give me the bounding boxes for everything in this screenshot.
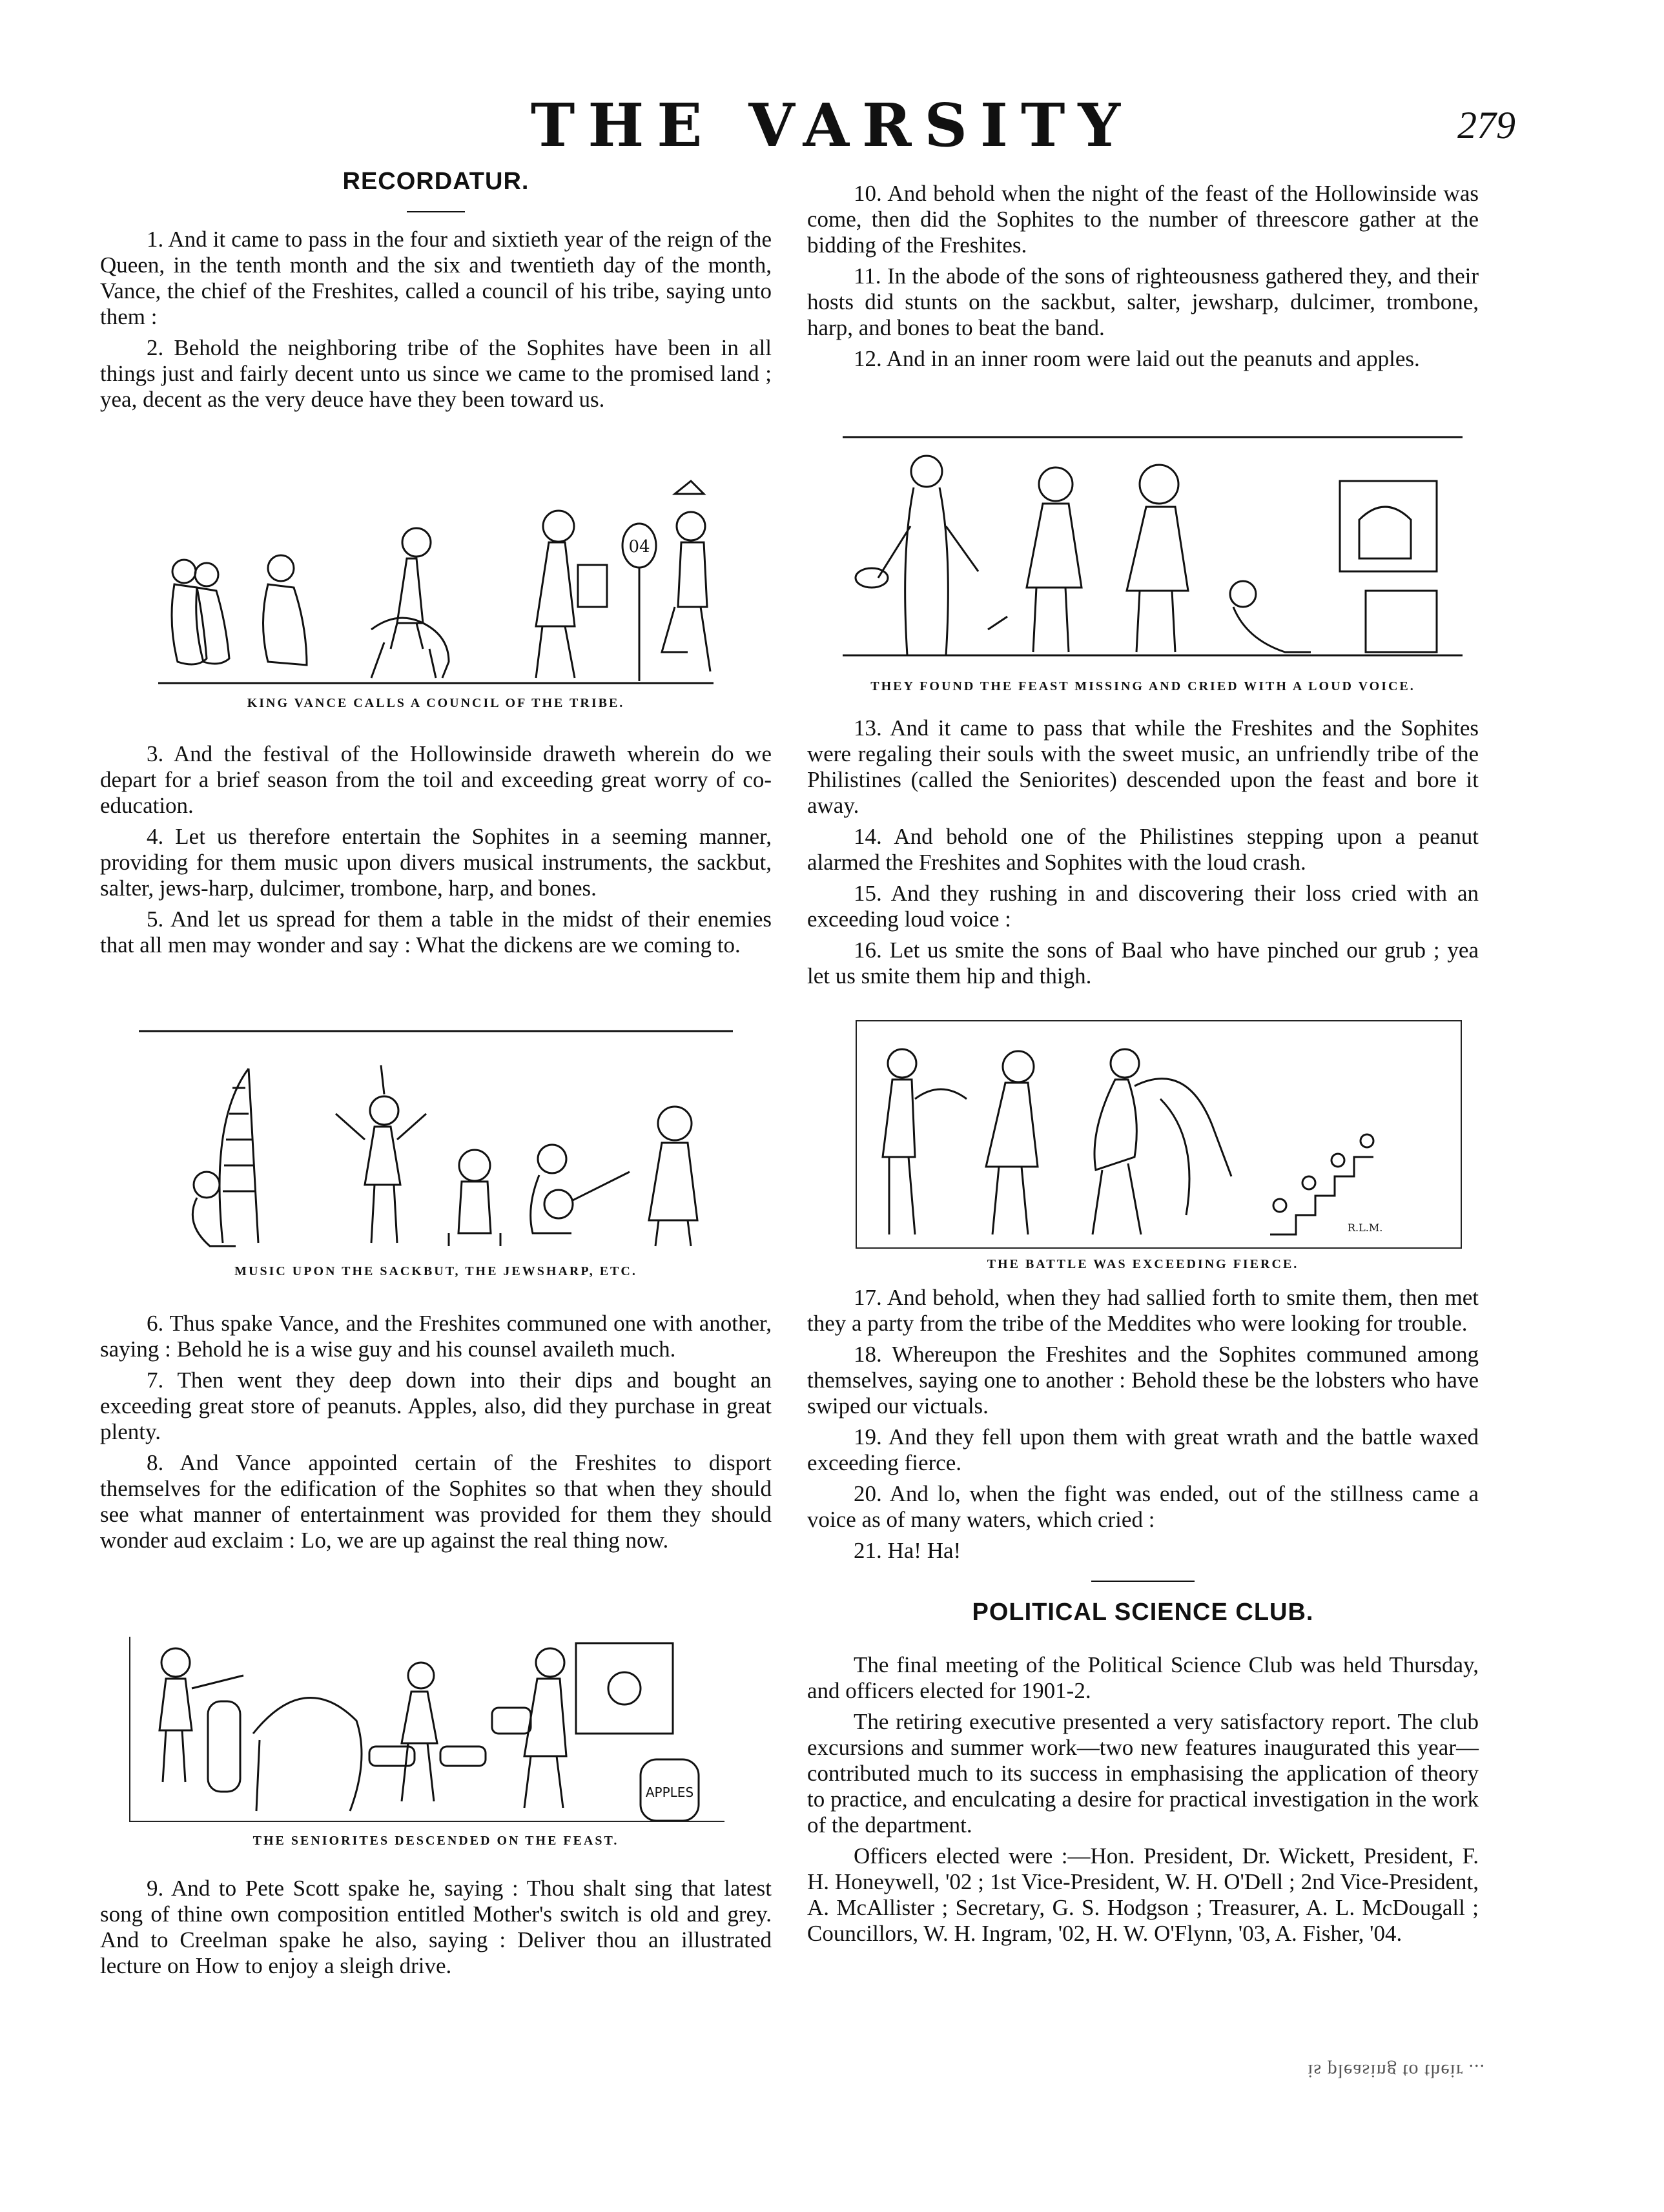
club-paragraph-3: Officers elected were :—Hon. President, Dr. Wickett, President, F. H. Honeywell, '02 ; 1st Vice-President, W. H. O'Dell ; 2nd Vice-President, A. McAllister ; Secretary, G. S. Hodgson ; Treasurer, A. L. McDougall ; Councillors, W. H. Ingram, '02, H. W. O'Flynn, '03, A. Fisher, '04.: [807, 1843, 1479, 1946]
verse-4: 4. Let us therefore entertain the Sophites in a seeming manner, providing for them music upon divers musical instruments, the sackbut, salter, jews-harp, dulcimer, trombone, harp, and bones.: [100, 824, 772, 901]
verse-19: 19. And they fell upon them with great wrath and the battle waxed exceeding fierce.: [807, 1424, 1479, 1475]
verse-6: 6. Thus spake Vance, and the Freshites communed one with another, saying : Behold he is a wise guy and his counsel availeth much.: [100, 1311, 772, 1362]
feast-missing-drawing: [843, 436, 1463, 668]
verse-9: 9. And to Pete Scott spake he, saying : Thou shalt sing that latest song of thine own composition entitled Mother's switch is old and grey. And to Creelman spake he also, saying : Deliver thou an illustrated lecture on How to enjoy a sleigh drive.: [100, 1876, 772, 1978]
left-column: [100, 168, 772, 418]
verse-13: 13. And it came to pass that while the Freshites and the Sophites were regaling their souls with the sweet music, an unfriendly tribe of the Philistines (called the Seniorites) descended upon the feast and bore it away.: [807, 715, 1479, 818]
seniorites-drawing: [130, 1637, 724, 1821]
right-column: [807, 181, 1479, 377]
verse-8: 8. And Vance appointed certain of the Freshites to disport themselves for the edification of the Sophites so that when they should see what manner of entertainment was provided for them they should wonder aud exclaim : Lo, we are up against the real thing now.: [100, 1450, 772, 1553]
verse-5: 5. And let us spread for them a table in the midst of their enemies that all men may wonder and say : What the dickens are we coming to.: [100, 906, 772, 958]
article-title-recordatur: RECORDATUR.: [342, 168, 529, 195]
title-rule: [407, 211, 465, 212]
verse-10: 10. And behold when the night of the feast of the Hollowinside was come, then did the Sophites to the number of threescore gather at the bidding of the Freshites.: [807, 181, 1479, 258]
left-column-continued-2: [100, 1311, 772, 1559]
illustration-feast-missing: [843, 436, 1463, 668]
verse-1: 1. And it came to pass in the four and sixtieth year of the reign of the Queen, in the tenth month and the six and twentieth day of the month, Vance, the chief of the Freshites, called a council of his tribe, saying unto them :: [100, 227, 772, 329]
verse-21: 21. Ha! Ha!: [854, 1538, 961, 1563]
battle-drawing: [857, 1021, 1461, 1247]
right-column-continued-2: [807, 1285, 1479, 1569]
verse-17: 17. And behold, when they had sallied forth to smite them, then met they a party from the tribe of the Meddites who were looking for trouble.: [807, 1285, 1479, 1336]
club-paragraph-1: The final meeting of the Political Science Club was held Thursday, and officers elected for 1901-2.: [807, 1652, 1479, 1703]
club-paragraph-2: The retiring executive presented a very satisfactory report. The club excursions and summer work—two new features inaugurated this year—contributed much to its success in emphasising the application of theory to practice, and enculcating a desire for practical investigation in the work of the department.: [807, 1709, 1479, 1838]
illustration-seniorites: [129, 1637, 724, 1822]
verse-12: 12. And in an inner room were laid out the peanuts and apples.: [854, 346, 1420, 371]
verse-14: 14. And behold one of the Philistines stepping upon a peanut alarmed the Freshites and Sophites with the loud crash.: [807, 824, 1479, 875]
right-column-continued: [807, 715, 1479, 994]
left-column-continued-3: [100, 1876, 772, 1984]
figure-caption-seniorites: THE SENIORITES DESCENDED ON THE FEAST.: [252, 1834, 619, 1848]
verse-7: 7. Then went they deep down into their dips and bought an exceeding great store of peanuts. Apples, also, did they purchase in great plenty.: [100, 1367, 772, 1444]
section-rule: [1091, 1581, 1195, 1582]
verse-18: 18. Whereupon the Freshites and the Sophites communed among themselves, saying one to another : Behold these be the lobsters who have swiped our victuals.: [807, 1342, 1479, 1418]
left-column-continued: [100, 741, 772, 963]
figure-caption-council: KING VANCE CALLS A COUNCIL OF THE TRIBE.: [247, 696, 625, 710]
illustration-music: [139, 1030, 733, 1253]
bleed-through-text: is pleasing to their ...: [1308, 2060, 1485, 2082]
article-title-political-science-club: POLITICAL SCIENCE CLUB.: [972, 1599, 1314, 1626]
political-science-article: [807, 1581, 1479, 1952]
svg-text:04: 04: [628, 537, 650, 557]
verse-11: 11. In the abode of the sons of righteousness gathered they, and their hosts did stunts on the sackbut, salter, jewsharp, dulcimer, trombone, harp, and bones to beat the band.: [807, 263, 1479, 340]
figure-caption-feast-missing: THEY FOUND THE FEAST MISSING AND CRIED WITH A LOUD VOICE.: [870, 679, 1415, 693]
verse-3: 3. And the festival of the Hollowinside draweth wherein do we depart for a brief season from the toil and exceeding great worry of co-education.: [100, 741, 772, 818]
verse-2: 2. Behold the neighboring tribe of the Sophites have been in all things just and fairly decent unto us since we came to the promised land ; yea, decent as the very deuce have they been toward us.: [100, 335, 772, 412]
figure-caption-battle: THE BATTLE WAS EXCEEDING FIERCE.: [987, 1257, 1299, 1271]
verse-20: 20. And lo, when the fight was ended, out of the stillness came a voice as of many waters, which cried :: [807, 1481, 1479, 1532]
artist-signature: R.L.M.: [1348, 1222, 1383, 1234]
apples-barrel-label: APPLES: [645, 1785, 694, 1800]
musicians-drawing: [139, 1030, 733, 1253]
illustration-council: [158, 475, 714, 684]
figure-caption-music: MUSIC UPON THE SACKBUT, THE JEWSHARP, ETC.: [234, 1264, 637, 1278]
page-number: 279: [1457, 104, 1515, 147]
masthead: THE VARSITY: [530, 90, 1134, 160]
verse-16: 16. Let us smite the sons of Baal who have pinched our grub ; yea let us smite them hip and thigh.: [807, 937, 1479, 988]
illustration-battle: [856, 1020, 1462, 1249]
verse-15: 15. And they rushing in and discovering their loss cried with an exceeding loud voice :: [807, 881, 1479, 932]
council-figures-drawing: [158, 475, 714, 684]
